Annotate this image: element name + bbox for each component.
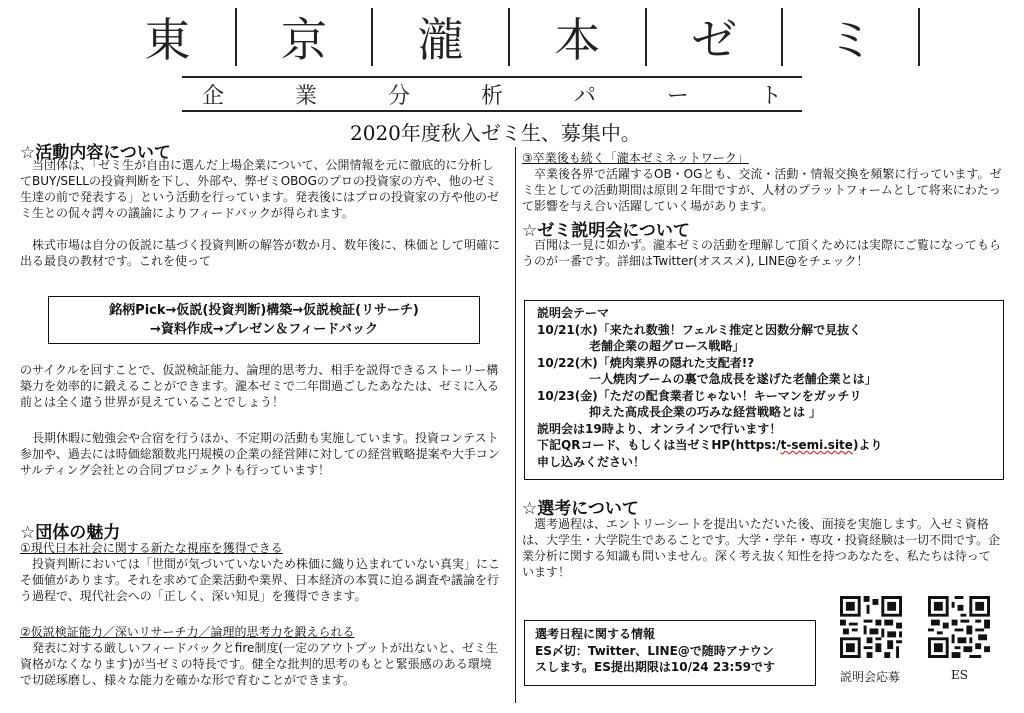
seminar-apply-line-1: [537, 437, 991, 454]
theme-2-line-1: 10/22(木)「焼肉業界の隠れた支配者!?: [537, 355, 755, 370]
appeal-point-2-body: 発表に対する厳しいフィードバックとfire制度(一定のアウトプットが出ないと、ゼミ生資格がなくなります)が当ゼミの特長です。健全な批判的思考のもとと緊張感のある環境で切磋琢磨し、様々な能力を確かな形で育むことができます。: [20, 641, 498, 687]
schedule-title: 選考日程に関する情報: [535, 627, 656, 641]
theme-1-line-2: 老舗企業の超グロース戦略」: [589, 339, 745, 353]
selection-body: 選考過程は、エントリーシートを提出いただいた後、面接を実施します。入ゼミ資格は、大学生・大学院生であることです。大学・学年・専攻・投資経験は一切不問です。企業分析に関する知識も問いません。深く考え抜く知性を持つあなたを、私たちは待っています！: [522, 517, 1001, 579]
title-char: 京: [281, 13, 327, 67]
seminar-body: 百聞は一見に如かず。瀧本ゼミの活動を理解して頂くためには実際にご覧になってもらうのが一番です。詳細はTwitter(オススメ), LINE@をチェック！: [522, 238, 1002, 268]
apply-text: )より: [852, 438, 883, 452]
seminar-qr-label: 説明会応募: [840, 670, 901, 684]
subtitle-char: 企: [202, 83, 225, 109]
seminar-apply-line-2: 申し込みください！: [537, 454, 646, 469]
title-char: ゼ: [691, 13, 738, 67]
subtitle-char: ー: [666, 83, 689, 109]
appeal-heading: ☆団体の魅力: [20, 523, 121, 543]
theme-3-line-1: 10/23(金)「ただの配食業者じゃない！キーマンをガッチリ: [537, 388, 862, 403]
theme-title: 説明会テーマ: [537, 306, 610, 320]
appeal-point-3-title: ③卒業後も続く「瀧本ゼミネットワーク」: [522, 151, 749, 165]
activity-paragraph-2: 株式市場は自分の仮説に基づく投資判断の解答が数か月、数年後に、株価として明確に出る最良の教材です。これを使って: [20, 238, 501, 268]
selection-heading: ☆選考について: [522, 499, 639, 519]
subtitle-char: パ: [573, 83, 596, 109]
subtitle-char: ト: [759, 83, 782, 109]
title-separator: [918, 8, 920, 66]
es-qr-code-icon[interactable]: [928, 596, 990, 658]
subtitle-char: 分: [387, 83, 410, 109]
appeal-point-3-body: 卒業後各界で活躍するOB・OGとも、交流・活動・情報交換を頻繁に行っています。ゼミ生としての活動期間は原則２年間ですが、人材のプラットフォームとして将来にわたって影響を与え合い活躍していく場があります。: [522, 167, 1002, 213]
recruit-banner: 2020年度秋入ゼミ生、募集中。: [350, 121, 641, 145]
cycle-flow-box: [48, 296, 480, 344]
seminar-time: 説明会は19時より、オンラインで行います！: [537, 421, 782, 436]
schedule-line-2: スします。ES提出期限は10/24 23:59です: [535, 660, 776, 674]
activity-heading: ☆活動内容について: [20, 143, 171, 163]
activity-paragraph-3: のサイクルを回すことで、仮説検証能力、論理的思考力、相手を説得できるストーリー構築力を効率的に鍛えることができます。瀧本ゼミで二年間過ごしたあなたは、ゼミに入る前とは全く違う世界が見えていることでしょう！: [20, 363, 500, 409]
activity-paragraph-4: 長期休暇に勉強会や合宿を行うほか、不定期の活動も実施しています。投資コンテスト参加や、過去には時価総額数兆円規模の企業の経営陣に対しての経営戦略提案や大手コンサルティング会社との合同プロジェクトも行っています！: [20, 431, 500, 477]
subtitle-bar: [182, 76, 802, 112]
apply-text: 下記QRコード、もしくは当ゼミHP(https:/: [537, 438, 781, 452]
subtitle-char: 析: [480, 83, 503, 109]
seminar-qr-code-icon[interactable]: [840, 596, 902, 658]
selection-schedule-box: [524, 620, 816, 686]
appeal-point-1-title: ①現代日本社会に関する新たな視座を獲得できる: [20, 541, 283, 555]
theme-3-line-2: 抑えた高成長企業の巧みな経営戦略とは 」: [589, 405, 822, 419]
seminar-theme-box: [524, 300, 1004, 480]
title-char: 瀧: [417, 13, 464, 67]
title-char: 本: [554, 13, 601, 67]
homepage-link[interactable]: t-semi.site: [780, 438, 853, 452]
title-char: ミ: [827, 13, 874, 67]
es-qr-label: ES: [951, 668, 968, 682]
seminar-heading: ☆ゼミ説明会について: [522, 221, 690, 241]
cycle-flow-line-2: →資料作成→プレゼン＆フィードバック: [150, 322, 378, 337]
schedule-line-1: ES〆切：Twitter、LINE@で随時アナウン: [535, 643, 774, 658]
activity-paragraph-1: 当団体は、「ゼミ生が自由に選んだ上場企業について、公開情報を元に徹底的に分析してBUY/SELLの投資判断を下し、外部や、弊ゼミOBOGのプロの投資家の方や、他のゼミ生達の前で発表する」という活動を行っています。発表後にはプロの投資家の方や他のゼミ生との侃々諤々の議論によりフィードバックが得られます。: [20, 158, 500, 220]
appeal-point-1-body: 投資判断においては「世間が気づいていないため株価に織り込まれていない真実」にこそ価値があります。それを求めて企業活動や業界、日本経済の本質に迫る調査や議論を行う過程で、現代社会への「正しく、深い知見」を獲得できます。: [20, 557, 501, 603]
subtitle-char: 業: [294, 83, 317, 109]
cycle-flow-line-1: 銘柄Pick→仮説(投資判断)構築→仮説検証(リサーチ): [109, 303, 419, 318]
theme-1-line-1: 10/21(水)「来たれ数強！フェルミ推定と因数分解で見抜く: [537, 322, 862, 337]
title-char: 東: [144, 13, 191, 67]
theme-2-line-2: 一人焼肉ブームの裏で急成長を遂げた老舗企業とは」: [589, 372, 877, 386]
main-title: [100, 4, 920, 70]
appeal-point-2-title: ②仮説検証能力／深いリサーチ力／論理的思考力を鍛えられる: [20, 625, 355, 639]
column-divider: [515, 147, 516, 703]
